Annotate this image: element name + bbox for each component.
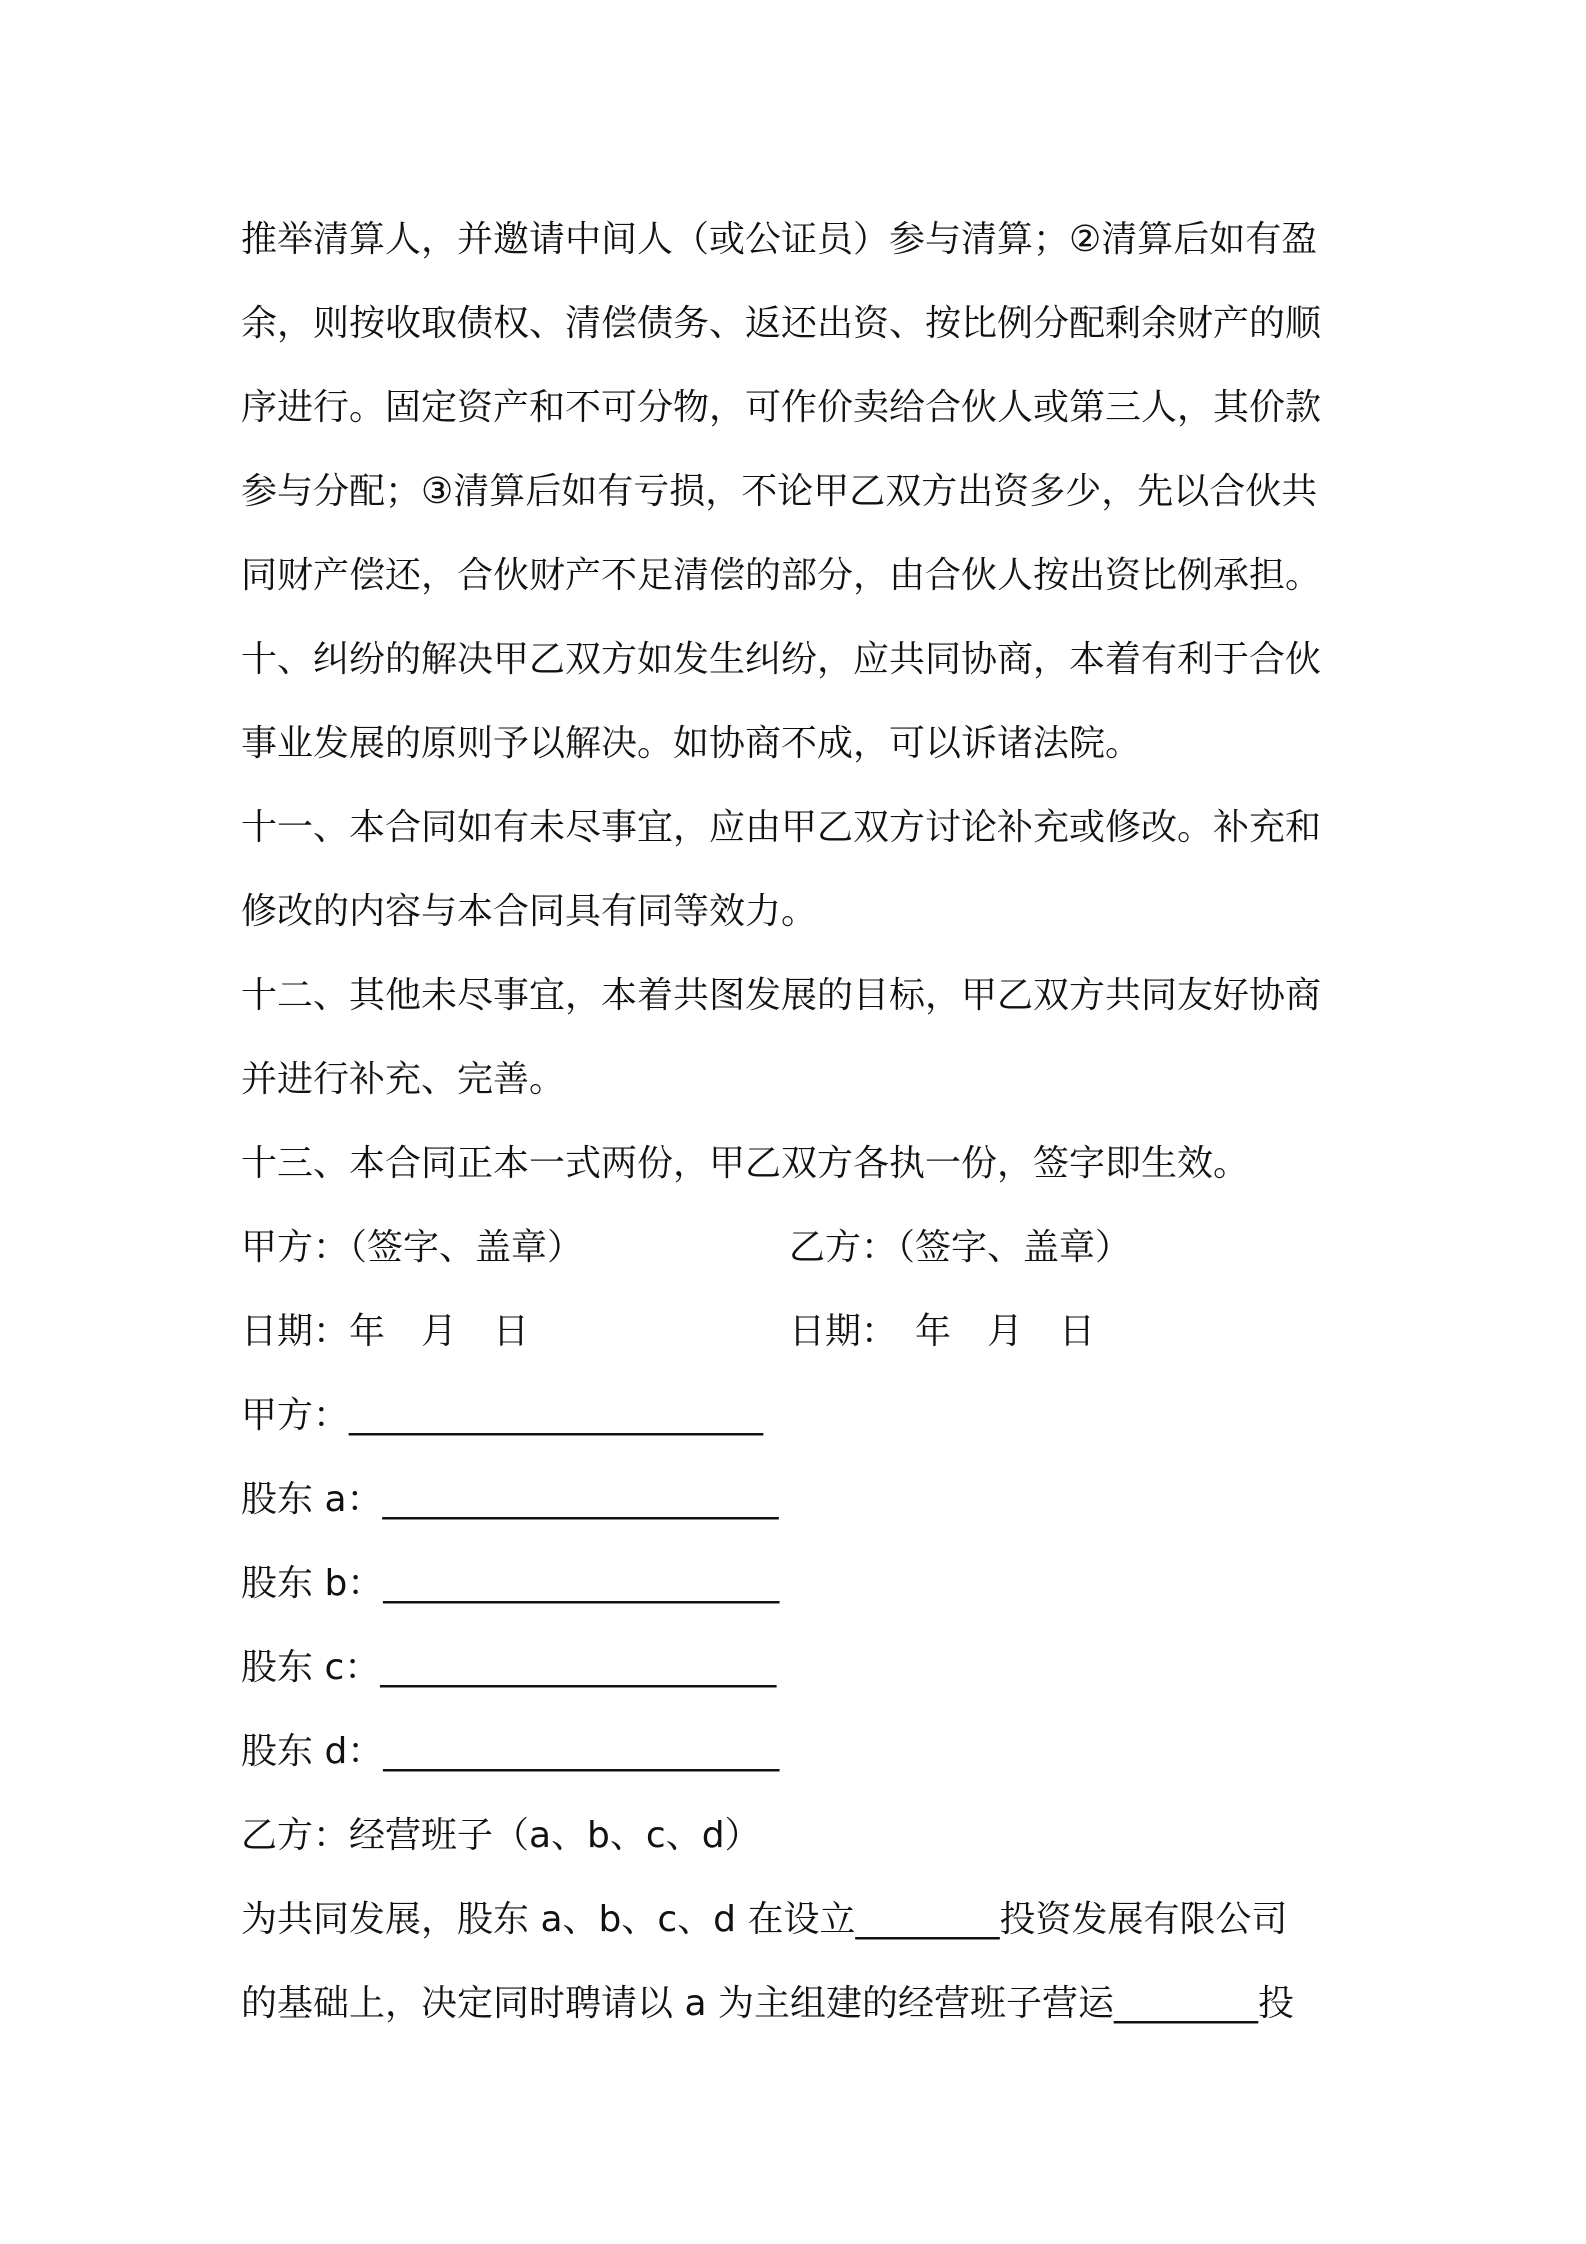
closing-line: 为共同发展，股东 a、b、c、d 在设立________投资发展有限公司 [241,1899,1288,1940]
shareholder-b-fill-line: 股东 b：______________________ [241,1563,780,1604]
clause-10-line: 事业发展的原则予以解决。如协商不成，可以诉诸法院。 [241,723,1142,764]
document-body [241,198,1357,2046]
clause-12-line: 并进行补充、完善。 [241,1059,566,1100]
date-row [241,1290,1357,1374]
signature-row [241,1206,1357,1290]
paragraph-line: 参与分配；③清算后如有亏损，不论甲乙双方出资多少，先以合伙共 [241,471,1318,512]
clause-13-line: 十三、本合同正本一式两份，甲乙双方各执一份，签字即生效。 [241,1143,1250,1184]
clause-12-line: 十二、其他未尽事宜，本着共图发展的目标，甲乙双方共同友好协商 [241,975,1322,1016]
party-a-fill-line: 甲方：_______________________ [241,1395,764,1436]
paragraph-line: 推举清算人，并邀请中间人（或公证员）参与清算；②清算后如有盈 [241,219,1318,260]
shareholder-a-fill-line: 股东 a：______________________ [241,1479,779,1520]
closing-line: 的基础上，决定同时聘请以 a 为主组建的经营班子营运________投 [241,1983,1294,2024]
shareholder-d-fill-line: 股东 d：______________________ [241,1731,780,1772]
clause-11-line: 十一、本合同如有未尽事宜，应由甲乙双方讨论补充或修改。补充和 [241,807,1322,848]
party-b-team-line: 乙方：经营班子（a、b、c、d） [241,1815,761,1856]
clause-10-line: 十、纠纷的解决甲乙双方如发生纠纷，应共同协商，本着有利于合伙 [241,639,1322,680]
party-a-date-label: 日期：年 月 日 [241,1311,530,1352]
party-a-signature-label: 甲方：（签字、盖章） [241,1227,584,1268]
paragraph-line: 余，则按收取债权、清偿债务、返还出资、按比例分配剩余财产的顺 [241,303,1322,344]
paragraph-line: 同财产偿还，合伙财产不足清偿的部分，由合伙人按出资比例承担。 [241,555,1322,596]
clause-11-line: 修改的内容与本合同具有同等效力。 [241,891,818,932]
shareholder-c-fill-line: 股东 c：______________________ [241,1647,777,1688]
party-b-signature-label: 乙方：（签字、盖章） [789,1227,1132,1268]
paragraph-line: 序进行。固定资产和不可分物，可作价卖给合伙人或第三人，其价款 [241,387,1322,428]
party-b-date-label: 日期： 年 月 日 [789,1311,1096,1352]
